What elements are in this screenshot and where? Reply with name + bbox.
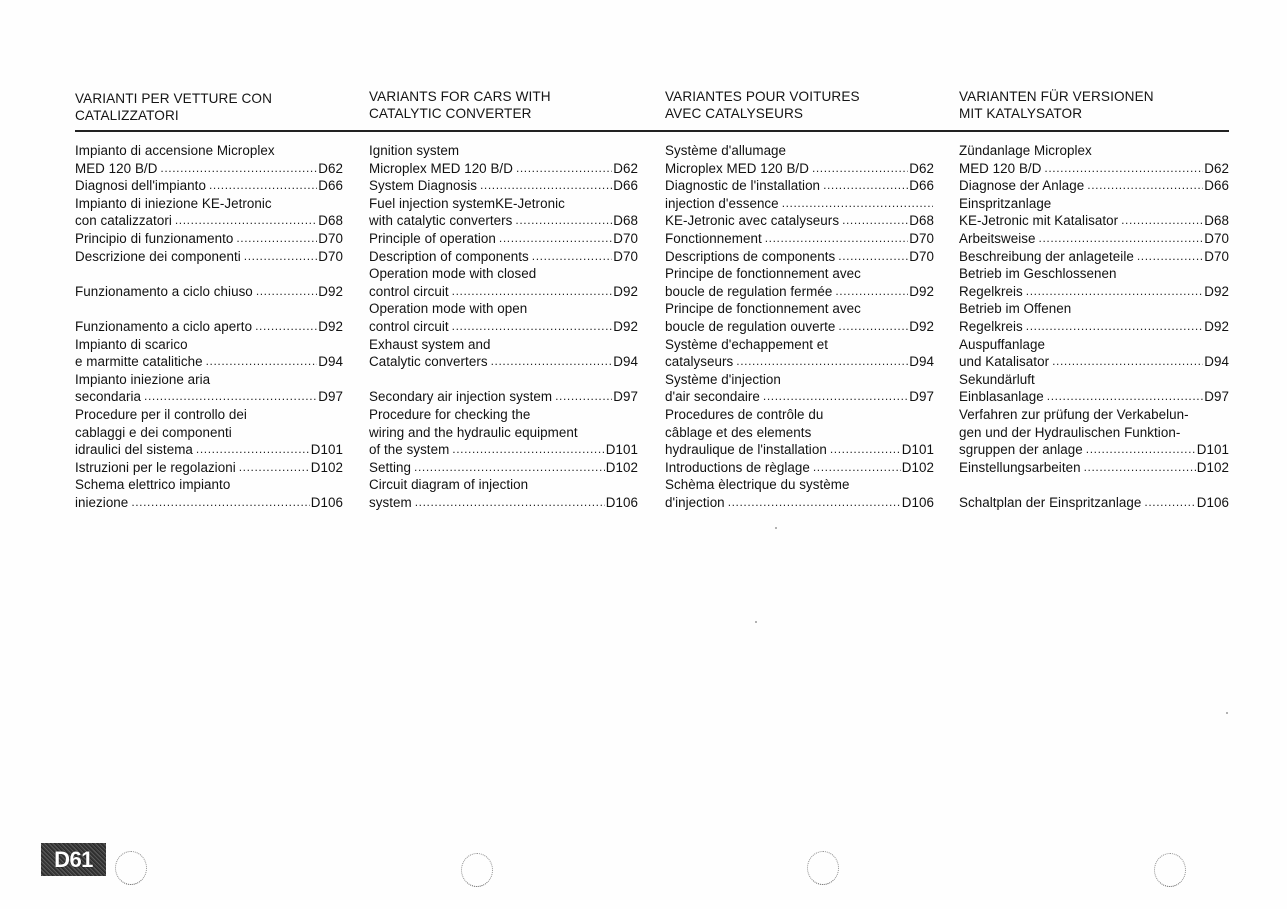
toc-page-reference: D106 xyxy=(1196,494,1229,510)
toc-entry-label: Operation mode with closed xyxy=(369,266,537,282)
toc-page-reference: D70 xyxy=(909,248,934,264)
toc-entry-label: idraulici del sistema xyxy=(75,442,193,458)
toc-entry xyxy=(369,459,638,477)
toc-entry xyxy=(75,318,343,336)
heading-line: MIT KATALYSATOR xyxy=(959,106,1083,121)
toc-entry xyxy=(369,248,638,266)
toc-page-reference: D97 xyxy=(318,389,343,405)
toc-entry xyxy=(369,388,638,406)
toc-entry xyxy=(959,406,1229,424)
toc-page-reference: D97 xyxy=(909,389,934,405)
toc-page-reference: D92 xyxy=(909,318,934,334)
toc-entry-label: Sekundärluft xyxy=(959,371,1035,387)
toc-entry-label: Fuel injection systemKE-Jetronic xyxy=(369,195,565,211)
toc-page-reference: D106 xyxy=(901,494,934,510)
toc-entry-label: Diagnostic de l'installation xyxy=(665,178,821,194)
toc-spacer xyxy=(75,265,343,283)
toc-entry-label: Impianto di accensione Microplex xyxy=(75,143,275,158)
dot-leader xyxy=(209,177,317,195)
dot-leader xyxy=(1026,318,1204,336)
toc-entry xyxy=(665,388,934,406)
heading-line: AVEC CATALYSEURS xyxy=(665,106,804,121)
column-english xyxy=(369,88,638,510)
toc-entry-label: Microplex MED 120 B/D xyxy=(369,160,513,176)
toc-entry xyxy=(369,212,638,230)
toc-entry xyxy=(959,177,1229,195)
toc-entry-label: Impianto iniezione aria xyxy=(75,371,211,387)
toc-spacer xyxy=(369,371,638,389)
toc-entry-label: Procedure per il controllo dei xyxy=(75,406,247,422)
toc-page-reference: D101 xyxy=(605,442,638,458)
toc-entry xyxy=(665,283,934,301)
dot-leader xyxy=(452,283,613,301)
toc-entry-label: secondaria xyxy=(75,389,142,405)
toc-entry xyxy=(75,212,343,230)
toc-entry-label: Arbeitsweise xyxy=(959,230,1036,246)
toc-entry xyxy=(665,494,934,512)
dot-leader xyxy=(452,441,605,459)
toc-entry-label: e marmitte catalitiche xyxy=(75,354,203,370)
column-german xyxy=(959,88,1229,510)
column-heading xyxy=(75,88,343,126)
heading-line: CATALIZZATORI xyxy=(75,108,179,123)
toc-entry xyxy=(75,371,343,389)
scan-speck xyxy=(1226,712,1228,714)
heading-line: VARIANTEN FÜR VERSIONEN xyxy=(959,89,1154,104)
toc-entry-label: Funzionamento a ciclo aperto xyxy=(75,318,253,334)
toc-entry-label: Principle of operation xyxy=(369,230,496,246)
toc-entry-label: MED 120 B/D xyxy=(75,160,158,176)
toc-entry-label: wiring and the hydraulic equipment xyxy=(369,424,578,440)
toc-entry xyxy=(75,494,343,512)
toc-entry xyxy=(75,476,343,494)
scan-speck xyxy=(755,621,757,623)
toc-entry xyxy=(75,177,343,195)
dot-leader xyxy=(131,494,309,512)
toc-page-reference: D66 xyxy=(613,178,638,194)
toc-entry xyxy=(75,230,343,248)
toc-entry xyxy=(665,195,934,213)
toc-entry xyxy=(75,248,343,266)
toc-list xyxy=(959,142,1229,511)
toc-entry xyxy=(75,283,343,301)
dot-leader xyxy=(144,388,317,406)
dot-leader xyxy=(842,212,908,230)
toc-spacer xyxy=(75,300,343,318)
toc-entry xyxy=(369,160,638,178)
toc-entry-label: câblage et des elements xyxy=(665,424,812,440)
toc-entry-label: boucle de regulation fermée xyxy=(665,283,833,299)
toc-entry-label: Zündanlage Microplex xyxy=(959,143,1092,158)
dot-leader xyxy=(838,248,908,266)
dot-leader xyxy=(480,177,612,195)
dot-leader xyxy=(1047,388,1204,406)
toc-page-reference: D94 xyxy=(613,354,638,370)
dot-leader xyxy=(491,353,613,371)
dot-leader xyxy=(255,318,317,336)
toc-entry xyxy=(665,424,934,442)
toc-entry-label: Diagnosi dell'impianto xyxy=(75,178,206,194)
toc-entry xyxy=(75,388,343,406)
dot-leader xyxy=(835,283,908,301)
toc-entry-label: und Katalisator xyxy=(959,354,1050,370)
column-french xyxy=(665,88,934,510)
toc-entry xyxy=(665,406,934,424)
page-number-badge xyxy=(41,843,106,876)
toc-entry xyxy=(959,212,1229,230)
column-heading xyxy=(665,88,934,124)
toc-entry xyxy=(369,283,638,301)
toc-entry-label: Verfahren zur prüfung der Verkabelun- xyxy=(959,406,1189,422)
toc-entry-label: control circuit xyxy=(369,283,449,299)
toc-entry xyxy=(665,336,934,354)
toc-page-reference: D92 xyxy=(318,318,343,334)
toc-entry xyxy=(665,318,934,336)
dot-leader xyxy=(1087,177,1203,195)
toc-entry xyxy=(369,230,638,248)
column-heading xyxy=(369,88,638,124)
toc-entry xyxy=(959,248,1229,266)
toc-page-reference: D70 xyxy=(1204,248,1229,264)
toc-page-reference: D70 xyxy=(1204,230,1229,246)
page-number: D61 xyxy=(54,846,93,872)
dot-leader xyxy=(1084,459,1196,477)
toc-entry-label: Descriptions de components xyxy=(665,248,836,264)
toc-entry xyxy=(369,318,638,336)
toc-entry xyxy=(369,353,638,371)
binder-hole-icon xyxy=(807,851,839,885)
toc-page-reference: D102 xyxy=(310,459,343,475)
toc-entry xyxy=(665,476,934,494)
toc-entry-label: Einblasanlage xyxy=(959,389,1044,405)
toc-entry-label: Système d'injection xyxy=(665,371,781,387)
toc-entry-label: Schema elettrico impianto xyxy=(75,477,231,493)
dot-leader xyxy=(1044,160,1203,178)
toc-entry-label: Impianto di scarico xyxy=(75,336,188,352)
heading-divider-rule xyxy=(75,130,1229,132)
toc-entry xyxy=(959,300,1229,318)
dot-leader xyxy=(838,318,908,336)
toc-entry xyxy=(369,265,638,283)
toc-entry-label: injection d'essence xyxy=(665,195,779,211)
toc-entry-label: KE-Jetronic avec catalyseurs xyxy=(665,213,840,229)
toc-page-reference: D70 xyxy=(318,230,343,246)
toc-entry-label: Regelkreis xyxy=(959,283,1023,299)
toc-entry-label: Introductions de règlage xyxy=(665,459,810,475)
toc-entry-label: Regelkreis xyxy=(959,318,1023,334)
toc-entry xyxy=(665,371,934,389)
dot-leader xyxy=(736,353,908,371)
toc-entry xyxy=(75,142,343,160)
toc-entry-label: Ignition system xyxy=(369,143,460,158)
toc-page-reference: D68 xyxy=(613,213,638,229)
toc-page-reference: D62 xyxy=(1204,160,1229,176)
toc-entry xyxy=(959,494,1229,512)
toc-page-reference: D62 xyxy=(613,160,638,176)
dot-leader xyxy=(555,388,612,406)
column-italian xyxy=(75,88,343,510)
toc-page-reference: D70 xyxy=(613,230,638,246)
dot-leader xyxy=(1052,353,1203,371)
toc-entry-label: Funzionamento a ciclo chiuso xyxy=(75,283,253,299)
dot-leader xyxy=(813,459,901,477)
toc-page-reference: D101 xyxy=(1196,442,1229,458)
toc-entry xyxy=(75,424,343,442)
toc-entry-label: Betrieb im Offenen xyxy=(959,301,1072,317)
toc-entry-label: System Diagnosis xyxy=(369,178,477,194)
toc-entry-label: Procedure for checking the xyxy=(369,406,531,422)
toc-entry-label: Procedures de contrôle du xyxy=(665,406,824,422)
toc-entry-label: Descrizione dei componenti xyxy=(75,248,241,264)
dot-leader xyxy=(175,212,317,230)
toc-entry xyxy=(959,160,1229,178)
binder-hole-icon xyxy=(461,853,493,887)
toc-entry xyxy=(369,177,638,195)
toc-page-reference: D102 xyxy=(1196,459,1229,475)
scan-speck xyxy=(775,527,777,529)
toc-entry xyxy=(75,160,343,178)
toc-entry-label: Auspuffanlage xyxy=(959,336,1046,352)
toc-page-reference: D92 xyxy=(1204,318,1229,334)
toc-entry xyxy=(665,230,934,248)
toc-page-reference: D68 xyxy=(909,213,934,229)
toc-entry xyxy=(959,441,1229,459)
toc-page-reference: D70 xyxy=(318,248,343,264)
toc-page-reference: D97 xyxy=(613,389,638,405)
toc-page-reference: D106 xyxy=(605,494,638,510)
toc-page-reference: D92 xyxy=(318,283,343,299)
toc-entry xyxy=(75,353,343,371)
toc-entry-label: Setting xyxy=(369,459,412,475)
toc-entry-label: Einstellungsarbeiten xyxy=(959,459,1081,475)
toc-entry-label: Description of components xyxy=(369,248,529,264)
dot-leader xyxy=(414,459,605,477)
toc-entry-label: Principe de fonctionnement avec xyxy=(665,301,861,317)
dot-leader xyxy=(765,230,909,248)
toc-entry-label: Schaltplan der Einspritzanlage xyxy=(959,494,1142,510)
dot-leader xyxy=(1026,283,1204,301)
toc-entry-label: Catalytic converters xyxy=(369,354,488,370)
dot-leader xyxy=(782,195,933,213)
toc-entry xyxy=(75,336,343,354)
toc-entry-label: gen und der Hydraulischen Funktion- xyxy=(959,424,1181,440)
binder-hole-icon xyxy=(1154,853,1186,887)
toc-entry xyxy=(665,248,934,266)
toc-page-reference: D70 xyxy=(909,230,934,246)
dot-leader xyxy=(1144,494,1195,512)
dot-leader xyxy=(499,230,612,248)
toc-page-reference: D106 xyxy=(310,494,343,510)
toc-entry-label: system xyxy=(369,494,412,510)
toc-entry-label: Impianto di iniezione KE-Jetronic xyxy=(75,195,272,211)
toc-page-reference: D92 xyxy=(909,283,934,299)
dot-leader xyxy=(1137,248,1203,266)
toc-entry xyxy=(75,441,343,459)
dot-leader xyxy=(244,248,317,266)
toc-entry xyxy=(369,424,638,442)
dot-leader xyxy=(1121,212,1203,230)
heading-line: VARIANTS FOR CARS WITH xyxy=(369,89,551,104)
toc-entry-label: d'air secondaire xyxy=(665,389,760,405)
toc-entry-label: iniezione xyxy=(75,494,129,510)
toc-entry xyxy=(959,265,1229,283)
toc-entry xyxy=(959,336,1229,354)
dot-leader xyxy=(515,212,612,230)
toc-page-reference: D94 xyxy=(909,354,934,370)
toc-page-reference: D92 xyxy=(613,283,638,299)
toc-entry-label: Principio di funzionamento xyxy=(75,230,234,246)
toc-entry xyxy=(369,441,638,459)
toc-entry-label: control circuit xyxy=(369,318,449,334)
toc-page-reference: D62 xyxy=(318,160,343,176)
toc-entry xyxy=(665,441,934,459)
toc-entry-label: Circuit diagram of injection xyxy=(369,477,529,493)
toc-entry-label: Beschreibung der anlageteile xyxy=(959,248,1134,264)
toc-entry-label: Système d'echappement et xyxy=(665,336,829,352)
toc-entry-label: Microplex MED 120 B/D xyxy=(665,160,809,176)
toc-entry xyxy=(369,195,638,213)
toc-entry xyxy=(959,424,1229,442)
toc-entry-label: Principe de fonctionnement avec xyxy=(665,266,861,282)
toc-entry-label: Operation mode with open xyxy=(369,301,528,317)
toc-entry-label: Betrieb im Geschlossenen xyxy=(959,266,1117,282)
toc-entry xyxy=(665,300,934,318)
dot-leader xyxy=(1039,230,1204,248)
toc-page-reference: D92 xyxy=(1204,283,1229,299)
toc-entry xyxy=(959,230,1229,248)
toc-entry-label: Exhaust system and xyxy=(369,336,491,352)
toc-entry-label: hydraulique de l'installation xyxy=(665,442,827,458)
toc-entry-label: sgruppen der anlage xyxy=(959,442,1083,458)
toc-entry-label: Einspritzanlage xyxy=(959,195,1052,211)
toc-entry xyxy=(959,388,1229,406)
toc-page-reference: D66 xyxy=(909,178,934,194)
toc-entry-label: MED 120 B/D xyxy=(959,160,1042,176)
dot-leader xyxy=(532,248,612,266)
toc-page-reference: D68 xyxy=(1204,213,1229,229)
toc-page-reference: D68 xyxy=(318,213,343,229)
toc-entry xyxy=(369,494,638,512)
toc-entry xyxy=(369,406,638,424)
dot-leader xyxy=(239,459,310,477)
toc-list xyxy=(369,142,638,511)
heading-line: VARIANTES POUR VOITURES xyxy=(665,89,860,104)
toc-entry xyxy=(665,142,934,160)
toc-page-reference: D94 xyxy=(1204,354,1229,370)
toc-entry-label: of the system xyxy=(369,442,450,458)
toc-page-reference: D102 xyxy=(605,459,638,475)
toc-page-reference: D66 xyxy=(1204,178,1229,194)
toc-entry xyxy=(665,459,934,477)
toc-page-reference: D94 xyxy=(318,354,343,370)
toc-entry xyxy=(369,300,638,318)
dot-leader xyxy=(823,177,908,195)
dot-leader xyxy=(1086,441,1196,459)
toc-entry xyxy=(665,160,934,178)
toc-entry-label: Secondary air injection system xyxy=(369,389,553,405)
toc-entry xyxy=(959,371,1229,389)
toc-entry-label: Fonctionnement xyxy=(665,230,762,246)
dot-leader xyxy=(763,388,908,406)
toc-entry xyxy=(959,195,1229,213)
toc-entry xyxy=(959,142,1229,160)
dot-leader xyxy=(256,283,317,301)
toc-entry xyxy=(665,265,934,283)
toc-entry xyxy=(369,336,638,354)
toc-page-reference: D101 xyxy=(310,442,343,458)
toc-entry-label: Système d'allumage xyxy=(665,143,787,158)
toc-page-reference: D62 xyxy=(909,160,934,176)
dot-leader xyxy=(236,230,317,248)
dot-leader xyxy=(160,160,317,178)
toc-entry xyxy=(369,476,638,494)
toc-entry-label: boucle de regulation ouverte xyxy=(665,318,836,334)
toc-page-reference: D101 xyxy=(901,442,934,458)
heading-line: CATALYTIC CONVERTER xyxy=(369,106,532,121)
toc-entry xyxy=(959,318,1229,336)
dot-leader xyxy=(206,353,318,371)
toc-list xyxy=(665,142,934,511)
dot-leader xyxy=(452,318,613,336)
toc-entry-label: with catalytic converters xyxy=(369,213,513,229)
toc-entry xyxy=(959,353,1229,371)
toc-entry-label: cablaggi e dei componenti xyxy=(75,424,232,440)
toc-page-reference: D66 xyxy=(318,178,343,194)
toc-entry-label: KE-Jetronic mit Katalisator xyxy=(959,213,1119,229)
toc-entry xyxy=(665,353,934,371)
toc-entry-label: Schèma èlectrique du système xyxy=(665,477,850,493)
toc-page-reference: D102 xyxy=(901,459,934,475)
toc-page-reference: D92 xyxy=(613,318,638,334)
toc-entry xyxy=(665,177,934,195)
toc-page-reference: D70 xyxy=(613,248,638,264)
toc-entry xyxy=(75,195,343,213)
column-heading xyxy=(959,88,1229,124)
toc-entry-label: d'injection xyxy=(665,494,725,510)
toc-entry-label: con catalizzatori xyxy=(75,213,172,229)
toc-entry xyxy=(75,459,343,477)
dot-leader xyxy=(830,441,901,459)
toc-entry-label: Diagnose der Anlage xyxy=(959,178,1085,194)
dot-leader xyxy=(415,494,605,512)
binder-hole-icon xyxy=(115,851,147,885)
toc-list xyxy=(75,142,343,511)
toc-entry xyxy=(665,212,934,230)
toc-entry xyxy=(75,406,343,424)
toc-spacer xyxy=(959,476,1229,494)
heading-line: VARIANTI PER VETTURE CON xyxy=(75,91,273,106)
toc-page-reference: D97 xyxy=(1204,389,1229,405)
toc-entry-label: catalyseurs xyxy=(665,354,734,370)
dot-leader xyxy=(196,441,310,459)
dot-leader xyxy=(516,160,612,178)
dot-leader xyxy=(812,160,908,178)
toc-entry-label: Istruzioni per le regolazioni xyxy=(75,459,236,475)
toc-entry xyxy=(959,283,1229,301)
toc-entry xyxy=(959,459,1229,477)
toc-entry xyxy=(369,142,638,160)
dot-leader xyxy=(728,494,901,512)
